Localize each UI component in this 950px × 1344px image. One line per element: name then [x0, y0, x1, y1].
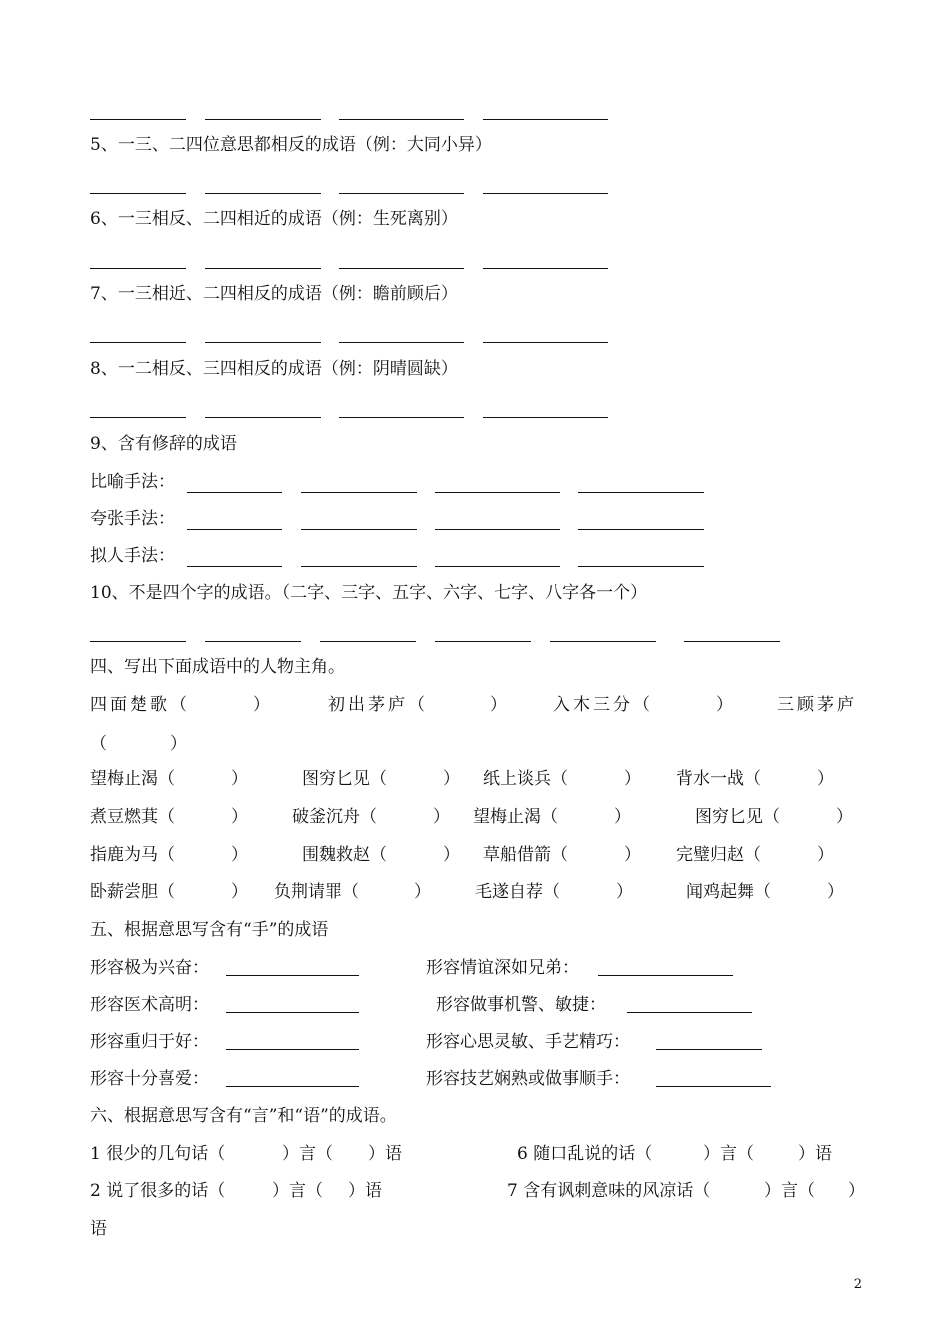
answer-blank[interactable] [90, 417, 186, 418]
paren-close: ） [836, 807, 853, 827]
answer-blank[interactable] [205, 342, 321, 343]
answer-blank[interactable] [483, 268, 608, 269]
answer-blank[interactable] [578, 492, 704, 493]
answer-blank[interactable] [435, 492, 560, 493]
idiom-text: 负荆请罪（ [274, 882, 359, 902]
idiom-text: 完璧归赵（ [676, 845, 761, 865]
idiom-text: 背水一战（ [676, 769, 761, 789]
rhetoric-item-hyperbole [90, 508, 175, 530]
answer-blank[interactable] [483, 342, 608, 343]
rhetoric-label: 比喻手法： [90, 472, 175, 492]
answer-blank[interactable] [90, 268, 186, 269]
question-10: 10、不是四个字的成语。（二字、三字、五字、六字、七字、八字各一个） [90, 583, 648, 603]
paren-close: ） [443, 769, 460, 789]
paren-close: ） [624, 769, 641, 789]
answer-blank[interactable] [90, 641, 186, 642]
answer-blank[interactable] [627, 994, 752, 1013]
answer-blank[interactable] [90, 342, 186, 343]
idiom-text: 望梅止渴（ [473, 807, 558, 827]
answer-blank[interactable] [187, 566, 282, 567]
paren-close: ） [433, 807, 450, 827]
definition-label: 形容做事机警、敏捷： [436, 995, 606, 1015]
answer-blank[interactable] [301, 566, 417, 567]
answer-blank[interactable] [339, 417, 464, 418]
answer-blank[interactable] [550, 641, 656, 642]
definition-label: 1 很少的几句话（ [90, 1144, 226, 1164]
idiom-text: 望梅止渴（ [90, 769, 175, 789]
answer-blank[interactable] [205, 193, 321, 194]
answer-blank[interactable] [339, 342, 464, 343]
answer-blank[interactable] [226, 1068, 359, 1087]
idiom-text: 入木三分（ [553, 695, 653, 715]
answer-blank[interactable] [226, 994, 359, 1013]
blank-yan: ）言（ [272, 1181, 323, 1201]
blank-yu: ）语 [798, 1144, 832, 1164]
definition-label: 7 含有讽刺意味的风凉话（ [507, 1181, 711, 1201]
question-8: 8、一二相反、三四相反的成语（例：阴晴圆缺） [90, 359, 458, 379]
section-4-title: 四、写出下面成语中的人物主角。 [90, 657, 345, 677]
paren-close: ） [231, 769, 248, 789]
idiom-text: 图穷匕见（ [302, 769, 387, 789]
idiom-text: 煮豆燃萁（ [90, 807, 175, 827]
definition-label: 形容十分喜爱： [90, 1069, 209, 1089]
idiom-text: 初出茅庐（ [328, 695, 428, 715]
blank-yu: ）语 [348, 1181, 382, 1201]
idiom-text: 草船借箭（ [483, 845, 568, 865]
answer-blank[interactable] [339, 193, 464, 194]
paren-close: ） [253, 695, 270, 715]
idiom-text: 毛遂自荐（ [475, 882, 560, 902]
answer-blank[interactable] [205, 641, 301, 642]
paren-close: ） [624, 845, 641, 865]
answer-blank[interactable] [435, 641, 531, 642]
answer-blank[interactable] [339, 268, 464, 269]
answer-blank[interactable] [483, 417, 608, 418]
definition-label: 形容情谊深如兄弟： [426, 958, 579, 978]
paren-close: ） [848, 1181, 865, 1201]
question-6: 6、一三相反、二四相近的成语（例：生死离别） [90, 209, 458, 229]
idiom-text: 指鹿为马（ [90, 845, 175, 865]
paren-close: ） [616, 882, 633, 902]
answer-blank[interactable] [578, 566, 704, 567]
rhetoric-label: 拟人手法： [90, 546, 175, 566]
answer-blank[interactable] [320, 641, 416, 642]
definition-label: 2 说了很多的话（ [90, 1181, 226, 1201]
answer-blank[interactable] [435, 529, 560, 530]
idiom-text: 卧薪尝胆（ [90, 882, 175, 902]
rhetoric-item-metaphor [90, 471, 175, 493]
rhetoric-item-personification [90, 545, 175, 567]
answer-blank[interactable] [226, 957, 359, 976]
definition-label: 形容技艺娴熟或做事顺手： [426, 1069, 630, 1089]
paren-close: ） [716, 695, 733, 715]
answer-blank[interactable] [483, 193, 608, 194]
answer-blank[interactable] [301, 529, 417, 530]
answer-blank[interactable] [187, 529, 282, 530]
answer-blank[interactable] [656, 1031, 762, 1050]
paren-close: ） [443, 845, 460, 865]
question-7: 7、一三相近、二四相反的成语（例：瞻前顾后） [90, 284, 458, 304]
idiom-text: 破釜沉舟（ [292, 807, 377, 827]
idiom-text: 图穷匕见（ [695, 807, 780, 827]
paren-close: ） [231, 845, 248, 865]
paren-open: （ [90, 734, 107, 754]
idiom-text: 四面楚歌（ [90, 695, 190, 715]
answer-blank[interactable] [205, 268, 321, 269]
answer-blank[interactable] [205, 119, 321, 120]
answer-blank[interactable] [187, 492, 282, 493]
paren-close: ） [170, 734, 187, 754]
rhetoric-label: 夸张手法： [90, 509, 175, 529]
answer-blank[interactable] [656, 1068, 771, 1087]
answer-blank[interactable] [684, 641, 780, 642]
answer-blank[interactable] [339, 119, 464, 120]
answer-blank[interactable] [90, 193, 186, 194]
blank-yan: ）言（ [282, 1144, 333, 1164]
paren-close: ） [817, 769, 834, 789]
paren-close: ） [231, 807, 248, 827]
page-number: 2 [853, 1277, 862, 1292]
question-9: 9、含有修辞的成语 [90, 434, 237, 454]
definition-label: 形容心思灵敏、手艺精巧： [426, 1032, 630, 1052]
paren-close: ） [414, 882, 431, 902]
answer-blank[interactable] [226, 1031, 359, 1050]
question-5: 5、一三、二四位意思都相反的成语（例：大同小异） [90, 135, 492, 155]
paren-close: ） [231, 882, 248, 902]
paren-close: ） [490, 695, 507, 715]
section-6-title: 六、根据意思写含有“言”和“语”的成语。 [90, 1106, 397, 1126]
answer-blank[interactable] [578, 529, 704, 530]
definition-label: 6 随口乱说的话（ [517, 1144, 653, 1164]
answer-blank[interactable] [435, 566, 560, 567]
answer-blank[interactable] [90, 119, 186, 120]
answer-blank[interactable] [483, 119, 608, 120]
idiom-text: 闻鸡起舞（ [686, 882, 771, 902]
idiom-text: 围魏救赵（ [302, 845, 387, 865]
idiom-text: 纸上谈兵（ [483, 769, 568, 789]
paren-close: ） [614, 807, 631, 827]
section-5-title: 五、根据意思写含有“手”的成语 [90, 920, 329, 940]
answer-blank[interactable] [301, 492, 417, 493]
definition-label: 形容重归于好： [90, 1032, 209, 1052]
definition-label: 形容极为兴奋： [90, 958, 209, 978]
blank-yu: ）语 [368, 1144, 402, 1164]
answer-blank[interactable] [205, 417, 321, 418]
continuation-text: 语 [90, 1219, 107, 1239]
definition-label: 形容医术高明： [90, 995, 209, 1015]
paren-close: ） [817, 845, 834, 865]
blank-yan: ）言（ [764, 1181, 815, 1201]
answer-blank[interactable] [598, 957, 733, 976]
idiom-text: 三顾茅庐 [777, 695, 857, 715]
paren-close: ） [827, 882, 844, 902]
blank-yan: ）言（ [703, 1144, 754, 1164]
